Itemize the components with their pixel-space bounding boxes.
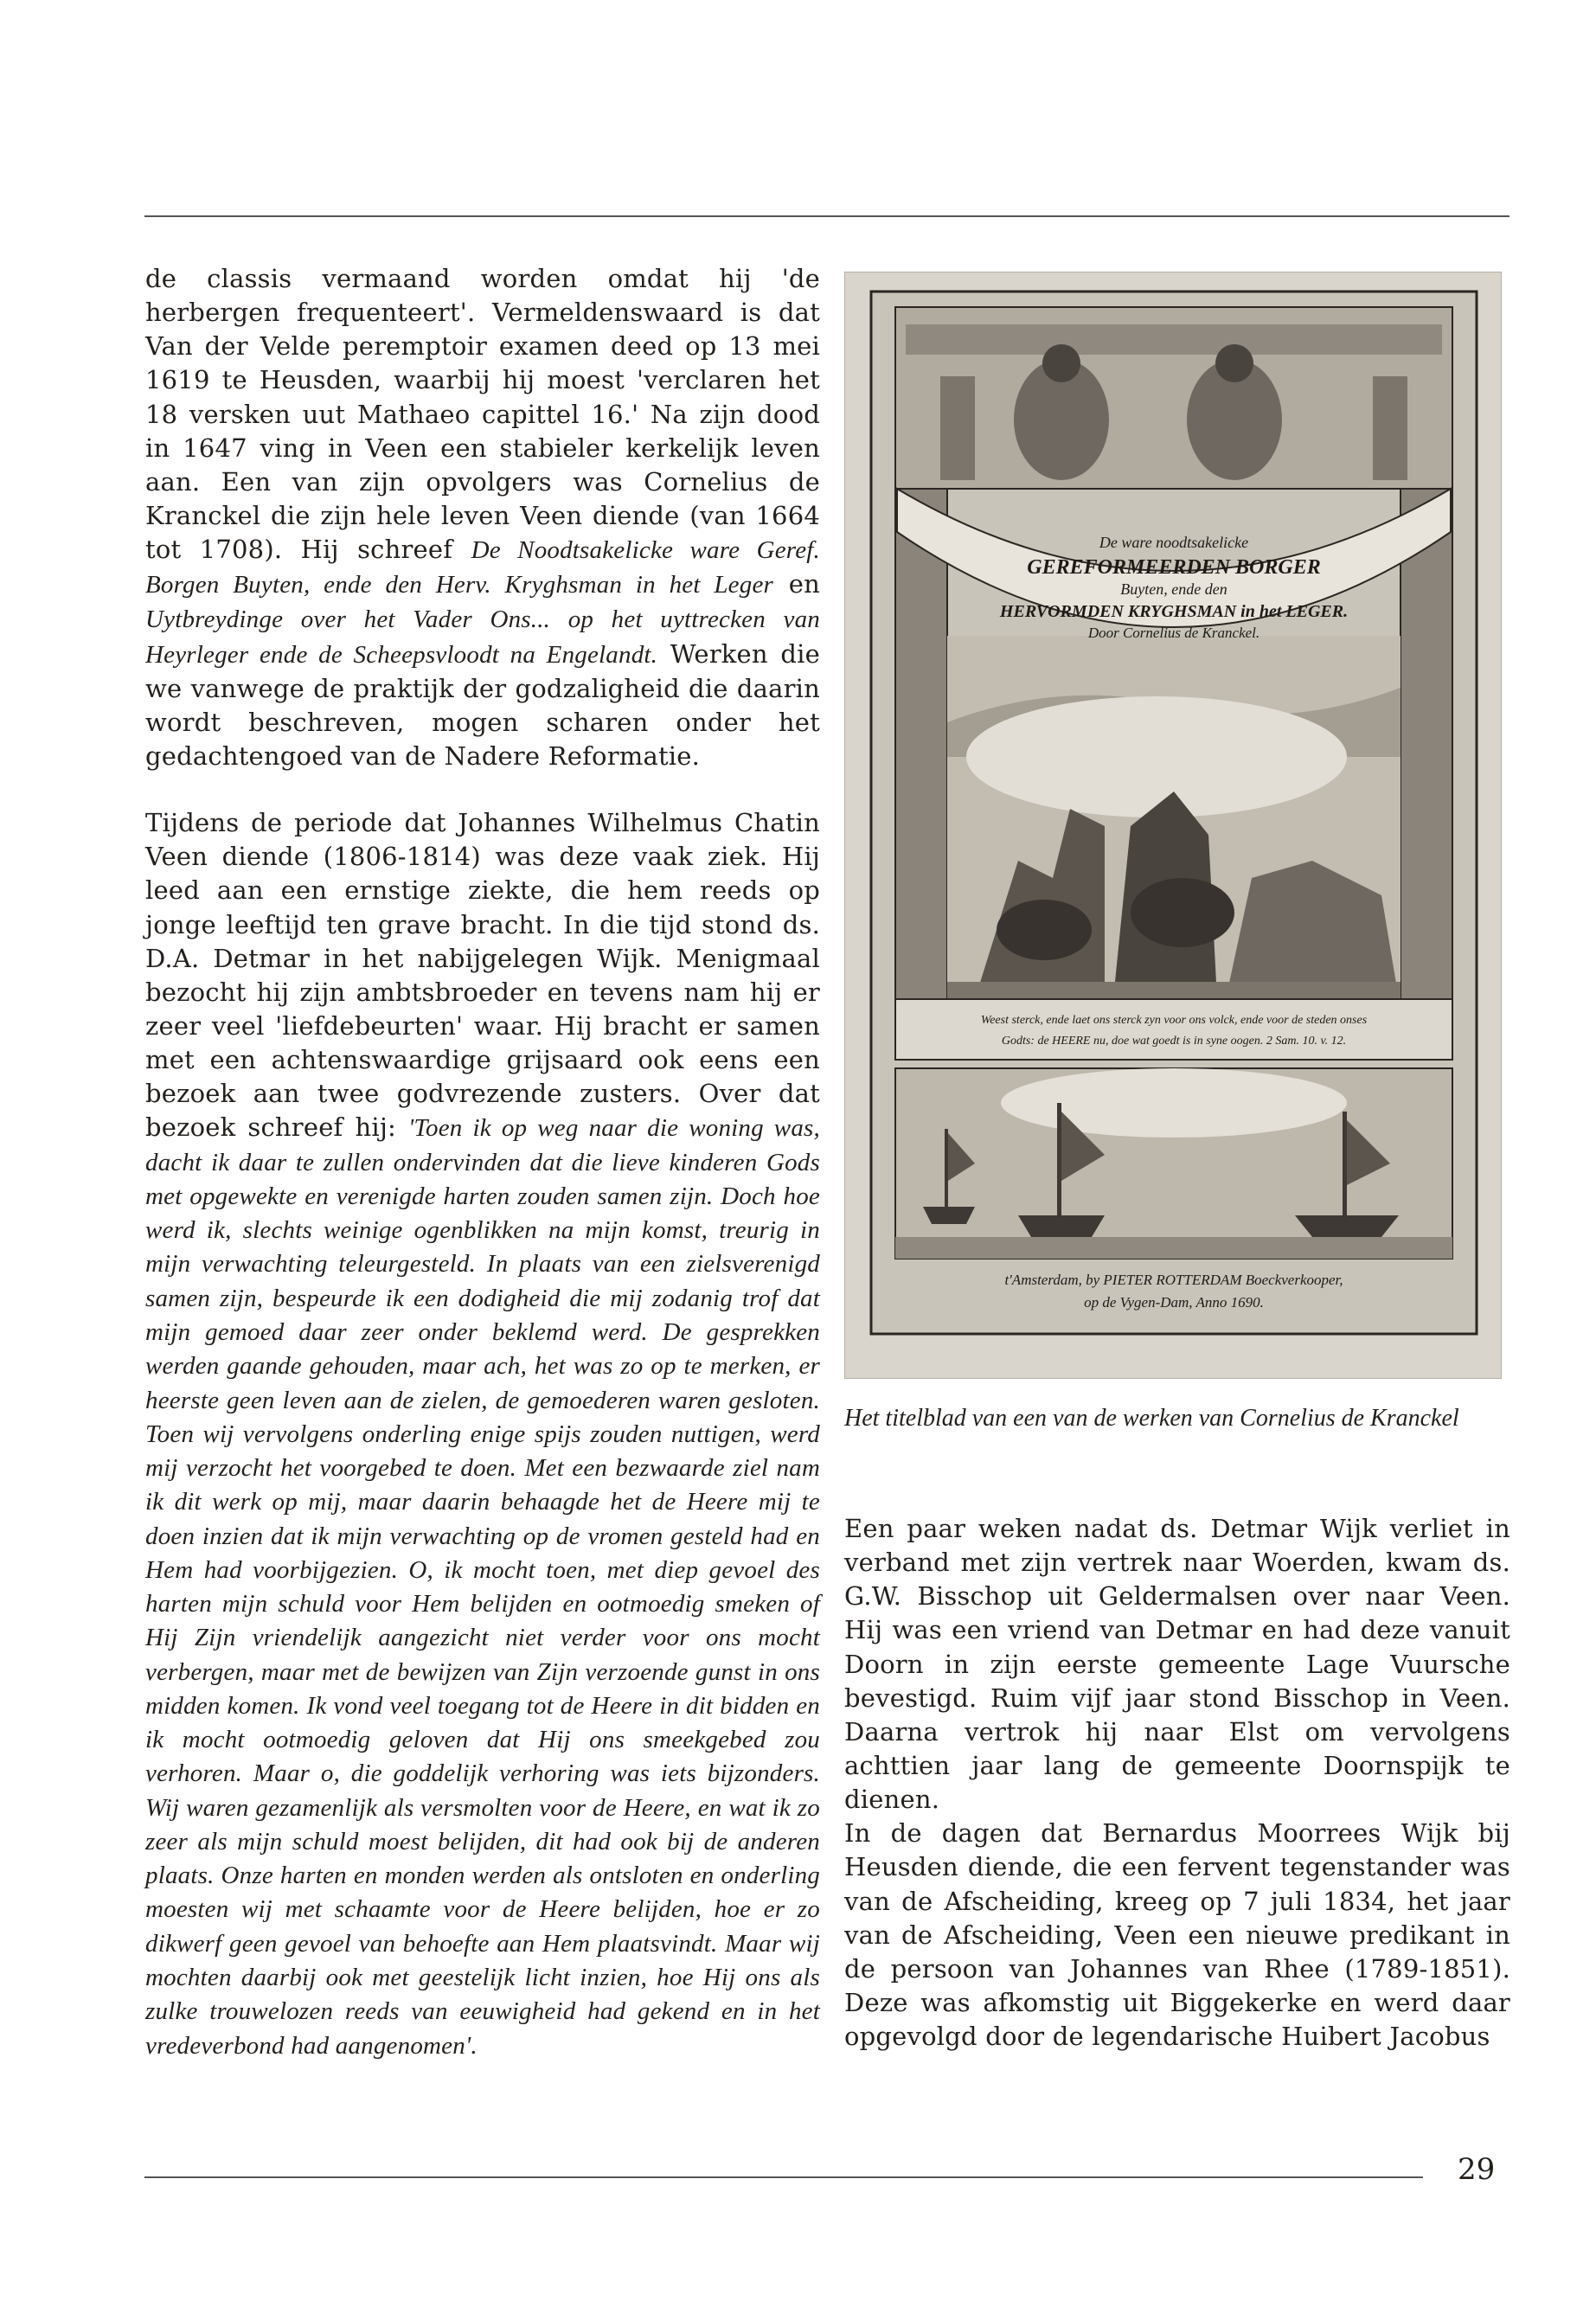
- imprint-line-2: op de Vygen-Dam, Anno 1690.: [1084, 1294, 1264, 1311]
- para1-text: de classis vermaand worden omdat hij 'de herbergen frequenteert'. Vermeldenswaard is dat Van der Velde peremptoir examen deed op 13 mei 1619 te Heusden, waarbij hij moest 'verclaren het 18 versken uut Mathaeo capittel 16.' Na zijn dood in 1647 ving in Veen een stabieler kerkelijk leven aan. Een van zijn opvolgers was Cornelius de Kranckel die zijn hele leven Veen diende (van 1664 tot 1708). Hij schreef: [145, 264, 820, 565]
- title-page-engraving: [844, 272, 1502, 1379]
- footer-rule: [144, 2176, 1423, 2178]
- left-paragraph-2: [145, 806, 820, 2062]
- banner-line-5: Door Cornelius de Kranckel.: [1087, 625, 1260, 641]
- detmar-quote: 'Toen ik op weg naar die woning was, dacht ik daar te zullen ondervinden dat die lieve kinderen Gods met opgewekte en verenigde harten zouden samen zijn. Doch hoe werd ik, slechts weinige ogenblikken na mijn komst, treurig in mijn verwachting teleurgesteld. In plaats van een zielsverenigd samen zijn, bespeurde ik een dodigheid die mij zodanig trof dat mijn gemoed daar zeer onder beklemd werd. De gesprekken werden gaande gehouden, maar ach, het was zo op te merken, er heerste geen leven aan de zielen, de gemoederen waren gesloten. Toen wij vervolgens onderling enige spijs zouden nuttigen, werd mij verzocht het voorgebed te doen. Met een bezwaarde ziel nam ik dit werk op mij, maar daarin behaagde het de Heere mij te doen inzien dat ik mijn verwachting op de vromen gesteld had en Hem had voorbijgezien. O, ik mocht toen, met diep gevoel des harten mijn schuld voor Hem belijden en ootmoedig smeken of Hij Zijn vriendelijk aangezicht niet verder voor ons mocht verbergen, maar met de bewijzen van Zijn verzoende gunst in ons midden komen. Ik vond veel toegang tot de Heere in dit bidden en ik mocht ootmoedig geloven dat Hij ons smeekgebed zou verhoren. Maar o, die goddelijk verhoring was iets bijzonders. Wij waren gezamenlijk als versmolten voor de Heere, en wat ik zo zeer als mijn schuld moest belijden, dit had ook bij de anderen plaats. Onze harten en monden werden als ontsloten en onderling moesten wij met schaamte voor de Heere belijden, hoe er zo dikwerf geen gevoel van behoefte aan Hem plaatsvindt. Maar wij mochten daarbij ook met geestelijk licht inzien, hoe Hij ons als zulke trouwelozen reeds van eeuwigheid had gekend en in het vredeverbond had aangenomen'.: [145, 1114, 820, 2060]
- para2-text: Tijdens de periode dat Johannes Wilhelmus Chatin Veen diende (1806-1814) was deze vaak ziek. Hij leed aan een ernstige ziekte, die hem reeds op jonge leeftijd ten grave bracht. In die tijd stond ds. D.A. Detmar in het nabijgelegen Wijk. Menigmaal bezocht hij zijn ambtsbroeder en tevens nam hij er zeer veel 'liefdebeurten' waar. Hij bracht er samen met een achtenswaardige grijsaard ook eens een bezoek aan twee godvrezende zusters. Over dat bezoek schreef hij:: [145, 808, 820, 1143]
- banner-line-1: De ware noodtsakelicke: [1099, 534, 1249, 551]
- banner-line-4: HERVORMDEN KRYGHSMAN in het LEGER.: [999, 602, 1349, 621]
- book-title-2: Uytbreydinge over het Vader Ons... op het uyttrecken van Heyrleger ende de Scheepsvloodt na Engelandt.: [145, 606, 820, 669]
- figure-caption: Het titelblad van een van de werken van Cornelius de Kranckel: [844, 1405, 1459, 1432]
- book-title-1: De Noodtsakelicke ware Geref. Borgen Buyten, ende den Herv. Kryghsman in het Leger: [145, 536, 820, 599]
- para1-suffix: Werken die we vanwege de praktijk der godzaligheid die daarin wordt beschreven, mogen scharen onder het gedachtengoed van de Nadere Reformatie.: [145, 638, 820, 771]
- engraving-illustration: [845, 272, 1503, 1380]
- para1-connector: en: [773, 569, 820, 599]
- page-number: 29: [1458, 2152, 1496, 2187]
- right-paragraph-2: In de dagen dat Bernardus Moorrees Wijk bij Heusden diende, die een fervent tegenstander was van de Afscheiding, kreeg op 7 juli 1834, het jaar van de Afscheiding, Veen een nieuwe predikant in de persoon van Johannes van Rhee (1789-1851). Deze was afkomstig uit Biggekerke en werd daar opgevolgd door de legendarische Huibert Jacobus: [844, 1818, 1510, 2052]
- banner-line-3: Buyten, ende den: [1120, 580, 1227, 598]
- right-column: [844, 1512, 1510, 2054]
- left-paragraph-1: [145, 262, 820, 773]
- left-column: [145, 262, 820, 2062]
- right-paragraph-1: Een paar weken nadat ds. Detmar Wijk verliet in verband met zijn vertrek naar Woerden, kwam ds. G.W. Bisschop uit Geldermalsen over naar Veen. Hij was een vriend van Detmar en had deze vanuit Doorn in zijn eerste gemeente Lage Vuursche bevestigd. Ruim vijf jaar stond Bisschop in Veen. Daarna vertrok hij naar Elst om vervolgens achttien jaar lang de gemeente Doornspijk te dienen.: [844, 1514, 1510, 1815]
- banner-line-2: GEREFORMEERDEN BORGER: [1027, 556, 1321, 579]
- verse-line-1: Weest sterck, ende laet ons sterck zyn voor ons volck, ende voor de steden onses: [980, 1014, 1368, 1027]
- imprint-line-1: t'Amsterdam, by PIETER ROTTERDAM Boeckverkooper,: [1004, 1272, 1343, 1288]
- verse-line-2: Godts: de HEERE nu, doe wat goedt is in syne oogen. 2 Sam. 10. v. 12.: [1001, 1035, 1347, 1048]
- header-rule: [144, 215, 1509, 217]
